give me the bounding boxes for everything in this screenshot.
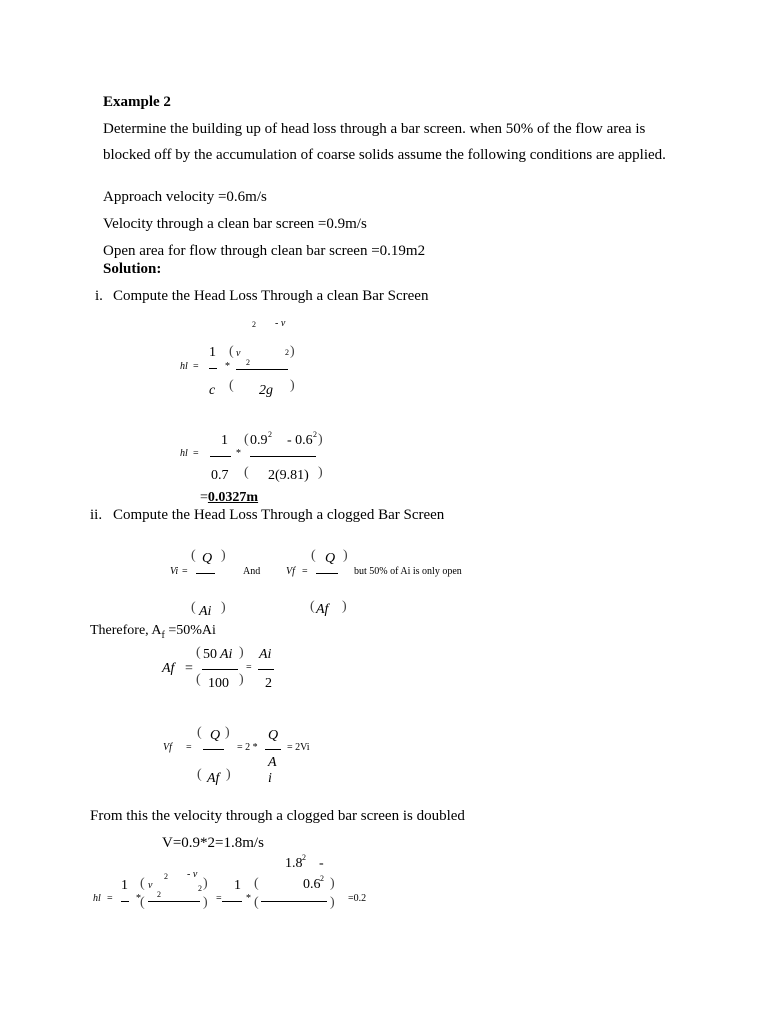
velocity-approach: - 0.6 [287,433,313,448]
condition-approach-velocity: Approach velocity =0.6m/s [103,189,267,205]
fraction-bar [203,749,224,750]
hundred: 100 [208,676,229,691]
fraction-bar [121,901,129,902]
numerator-one: 1 [221,433,228,448]
fraction-bar [236,369,288,370]
sup: 2 [252,320,256,329]
af-symbol: Af [207,771,220,786]
equals: = [182,566,188,577]
vi-symbol: Vi [170,566,179,577]
numerator-one: 1 [121,878,128,893]
minus-v: - v [275,318,286,329]
q-symbol: Q [210,728,221,743]
open-area-note: but 50% of Ai is only open [354,566,462,577]
q-symbol: Q [325,551,336,566]
multiply: * [225,361,230,372]
sup: 2 [198,884,202,893]
approach-velocity-value: 0.6 [303,877,321,892]
sup: 2 [302,853,306,862]
denominator: 2(9.81) [268,468,309,483]
sub: 2 [157,890,161,899]
multiply: * [136,893,141,904]
and-label: And [243,566,261,577]
multiply: * [246,893,251,904]
ai-symbol: Ai [259,647,272,662]
ai-symbol: Ai [220,647,233,662]
sub: 2 [246,358,250,367]
fraction-bar [265,749,281,750]
result-value: 0.0327m [207,490,259,505]
c-value: 0.7 [211,468,229,483]
therefore-line: Therefore, $A_f =50\%Ai$ [90,623,216,641]
equals-two-times: = 2 * [237,742,258,753]
hl-symbol: hl [180,361,188,372]
af-symbol: Af [316,602,329,617]
step-1-number: i. [95,288,103,304]
clogged-velocity-value: 1.8 [285,856,303,871]
result-value: =0.2 [348,893,367,904]
fraction-bar [148,901,200,902]
equals: = [107,893,113,904]
equals: = [246,662,252,673]
fifty: 50 [203,647,217,662]
equals-two-vi: = 2Vi [287,742,310,753]
v-symbol: v [236,348,241,359]
problem-line-2: blocked off by the accumulation of coarse solids assume the following conditions are applied. [103,147,666,163]
sup: 2 [320,874,324,883]
equals: = [216,893,222,904]
ai-symbol: Ai [199,604,212,619]
equals: = [193,448,199,459]
fraction-bar [196,573,215,574]
problem-line-1: Determine the building up of head loss through a bar screen. when 50% of the flow area is [103,121,646,137]
sup: 2 [268,430,272,439]
q-symbol: Q [202,551,213,566]
equals: = [185,661,193,676]
a-symbol: A [268,755,277,770]
vf-symbol: Vf [286,566,295,577]
hl-symbol: hl [180,448,188,459]
two: 2 [265,676,272,691]
fraction-bar [209,368,217,369]
fraction-bar [316,573,338,574]
fraction-bar [258,669,274,670]
v-symbol: v [148,880,153,891]
c-symbol: c [209,383,216,398]
step-1-text: Compute the Head Loss Through a clean Bar Screen [113,288,429,304]
condition-open-area: Open area for flow through clean bar screen =0.19m2 [103,243,426,259]
vf-symbol: Vf [163,742,172,753]
minus: - [319,856,324,871]
hl-symbol: hl [93,893,101,904]
example-heading: Example 2 [103,94,171,110]
sup: 2 [164,872,168,881]
result-equals: = [200,490,208,505]
two-g: 2g [259,383,273,398]
fraction-bar [202,669,238,670]
clogged-velocity: V=0.9*2=1.8m/s [162,835,264,851]
fraction-bar [261,901,327,902]
af-symbol: Af [162,661,175,676]
sup: 2 [313,430,317,439]
step-2-number: ii. [90,507,103,523]
equals: = [302,566,308,577]
conclusion-text: From this the velocity through a clogged bar screen is doubled [90,808,465,824]
result-line [200,490,258,506]
velocity-clean: 0.9 [250,433,268,448]
sup: 2 [285,348,289,357]
minus-v: - v [187,869,198,880]
step-2-text: Compute the Head Loss Through a clogged Bar Screen [113,507,445,523]
condition-clean-velocity: Velocity through a clean bar screen =0.9m/s [103,216,367,232]
multiply: * [236,448,241,459]
fraction-bar [250,456,316,457]
numerator-one: 1 [209,345,216,360]
equals: = [186,742,192,753]
fraction-bar [210,456,231,457]
i-symbol: i [268,771,272,786]
q-symbol: Q [268,728,279,743]
numerator-one: 1 [234,878,241,893]
fraction-bar [222,901,242,902]
solution-label: Solution: [103,261,162,277]
equals: = [193,361,199,372]
